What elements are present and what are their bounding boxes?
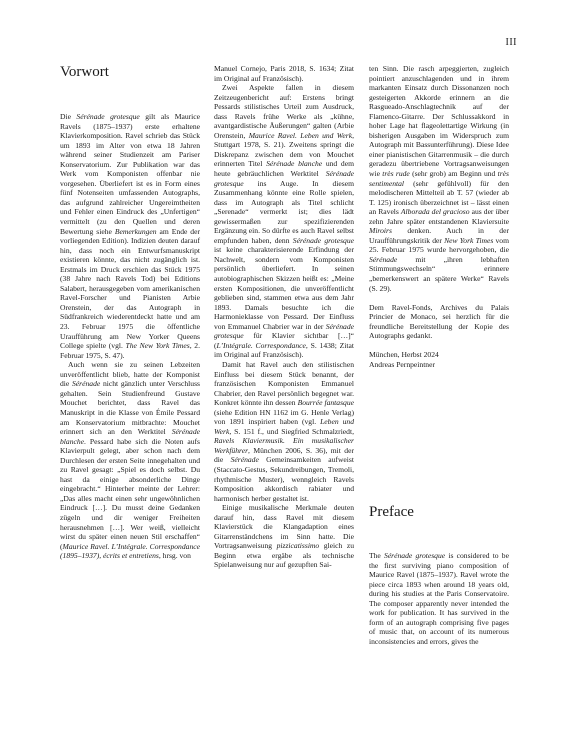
vorwort-paragraph: Zwei Aspekte fallen in diesem Zeitzeugenbericht auf: Erstens bringt Pessards stilistisches Urteil zum Ausdruck, dass Ravels frühe Werke als „kühne, avantgardistische Äußerungen“ galten (Arbie Orenstein, Maurice Ravel. Leben und Werk, Stuttgart 1978, S. 21). Zweitens springt die Diskrepanz zwischen dem von Mouchet erinnerten Titel Sérénade blanche und dem heute gebräuchlichen Werktitel Sérénade grotesque ins Auge. In diesem Zusammenhang könnte eine Rolle spielen, dass im Autograph als Titel schlicht „Serenade“ vermerkt ist; dies lädt gewissermaßen zur spezifizierenden Ergänzung ein. So dürfte es auch Ravel selbst empfunden haben, denn Sérénade grotesque ist keine charakterisierende Erfindung der Nachwelt, sondern vom Komponisten persönlich überliefert. In seinen autobiographischen Skizzen heißt es: „Meine ersten Kompositionen, die unveröffentlicht geblieben sind, stammen etwa aus dem Jahr 1893. Damals besuchte ich die Harmonieklasse von Pessard. Der Einfluss von Emmanuel Chabrier war in der Sérénade grotesque für Klavier sichtbar […]“ (L’Intégrale. Correspondance, S. 1438; Zitat im Original auf Französisch). [214,83,354,360]
place-date: München, Herbst 2024 [369,350,439,360]
vorwort-column-1 [60,112,200,561]
vorwort-paragraph: Manuel Cornejo, Paris 2018, S. 1634; Zitat im Original auf Französisch). [214,64,354,83]
vorwort-title: Vorwort [60,64,109,80]
preface-title: Preface [369,504,414,520]
page-number: III [505,37,517,48]
vorwort-paragraph: Einige musikalische Merkmale deuten darauf hin, dass Ravel mit diesem Klavierstück die Klangadaption eines Gitarrenständchens im Sinn hatte. Die Vortragsanweisung pizzicatissimo gleich zu Beginn etwa ergäbe als technische Spielanweisung nur auf gezupften Sai- [214,503,354,570]
preface-column [369,551,509,646]
vorwort-acknowledgement: Dem Ravel-Fonds, Archives du Palais Princier de Monaco, sei herzlich für die freundliche Bereitstellung der Kopie des Autographs gedankt. [369,302,509,341]
preface-paragraph: The Sérénade grotesque is considered to be the first surviving piano composition of Maurice Ravel (1875–1937). Ravel wrote the piece circa 1893 when around 18 years old, during his studies at the Paris Conservatoire. The composer apparently never intended the work for publication. It has survived in the form of an autograph comprising five pages of music that, on account of its numerous inconsistencies and errors, gives the [369,551,509,646]
vorwort-paragraph: ten Sinn. Die rasch arpeggierten, zugleich pointiert anzuschlagenden und in ihrem markanten Einsatz durch Dissonanzen noch gesteigerten Akkorde erinnern an die Rasgueado-Anschlagtechnik auf der Flamenco-Gitarre. Der Schlussakkord in hoher Lage hat flageolettartige Wirkung (in bisherigen Ausgaben im Widerspruch zum Autograph mit Bassunterführung). Diese Idee einer pianistischen Gitarrenmusik – die durch geradezu übertriebene Vortragsanweisungen wie très rude (sehr grob) am Beginn und très sentimental (sehr gefühlvoll) für den melodischeren Mittelteil ab T. 57 (wieder ab T. 125) ironisch überzeichnet ist – lässt einen an Ravels Alborada del gracioso aus der über zehn Jahre später entstandenen Klaviersuite Miroirs denken. Auch in der Uraufführungskritik der New York Times vom 25. Februar 1975 wurde hervorgehoben, die Sérénade mit „ihren lebhaften Stimmungswechseln“ erinnere „bemerkenswert an spätere Werke“ Ravels (S. 29). [369,64,509,293]
author-name: Andreas Pernpeintner [369,359,436,369]
vorwort-column-2 [214,64,354,570]
vorwort-paragraph: Auch wenn sie zu seinen Lebzeiten unveröffentlicht blieb, hatte der Komponist die Sérénade nicht gänzlich unter Verschluss gehalten. Sein Studienfreund Gustave Mouchet berichtet, dass Ravel das Manuskript in die Klasse von Émile Pessard am Konservatorium mitbrachte: Mouchet erinnert sich an den Werktitel Sérénade blanche. Pessard habe sich die Noten aufs Klavierpult gelegt, aber schon nach dem Durchlesen der ersten Seite innegehalten und zu Ravel gesagt: „Spiel es doch selbst. Du hast da einige absonderliche Dinge eingebracht.“ Hinterher meinte der Lehrer: „Das alles macht einen sehr ungewöhnlichen Eindruck […]. Du musst deine Gedanken zügeln und dir weniger Freiheiten herausnehmen […]. Wer weiß, vielleicht wirst du später einen neuen Stil erschaffen“ (Maurice Ravel. L’Intégrale. Correspondance (1895–1937), écrits et entretiens, hrsg. von [60,360,200,561]
vorwort-paragraph: Die Sérénade grotesque gilt als Maurice Ravels (1875–1937) erste erhaltene Klavierkomposition. Ravel schrieb das Stück um 1893 im Alter von etwa 18 Jahren während seiner Studienzeit am Pariser Konservatorium. Zur Publikation war das Werk vom Komponisten offenbar nie vorgesehen. Überliefert ist es in Form eines fünf Notenseiten umfassenden Autographs, das aufgrund zahlreicher Ungereimtheiten und Fehler einen Eindruck des „Unfertigen“ vermittelt (zu den Quellen und deren Bewertung siehe Bemerkungen am Ende der vorliegenden Edition). Indizien deuten darauf hin, dass noch ein Entwurfsmanuskript existieren könnte, das nicht zugänglich ist. Erstmals im Druck erschien das Stück 1975 (38 Jahre nach Ravels Tod) bei Editions Salabert, herausgegeben vom amerikanischen Ravel-Forscher und Pianisten Arbie Orenstein, der das Autograph in Südfrankreich wiederentdeckt hatte und am 23. Februar 1975 die öffentliche Uraufführung am New Yorker Queens College spielte (vgl. The New York Times, 2. Februar 1975, S. 47). [60,112,200,360]
vorwort-column-3 [369,64,509,369]
vorwort-paragraph: Damit hat Ravel auch den stilistischen Einfluss bei diesem Stück benannt, der französischen Komponisten Emmanuel Chabrier, den Ravel persönlich begegnet war. Konkret könnte ihn dessen Bourrée fantasque (siehe Edition HN 1162 im G. Henle Verlag) von 1891 inspiriert haben (vgl. Leben und Werk, S. 151 f., und Siegfried Schmalzriedt, Ravels Klaviermusik. Ein musikalischer Werkführer, München 2006, S. 36), mit der die Sérénade Gemeinsamkeiten aufweist (Staccato-Gestus, Sekundreibungen, Tremoli, rhythmische Muster), wenngleich Ravels Komposition akkordisch rabiater und harmonisch herber gestaltet ist. [214,359,355,503]
